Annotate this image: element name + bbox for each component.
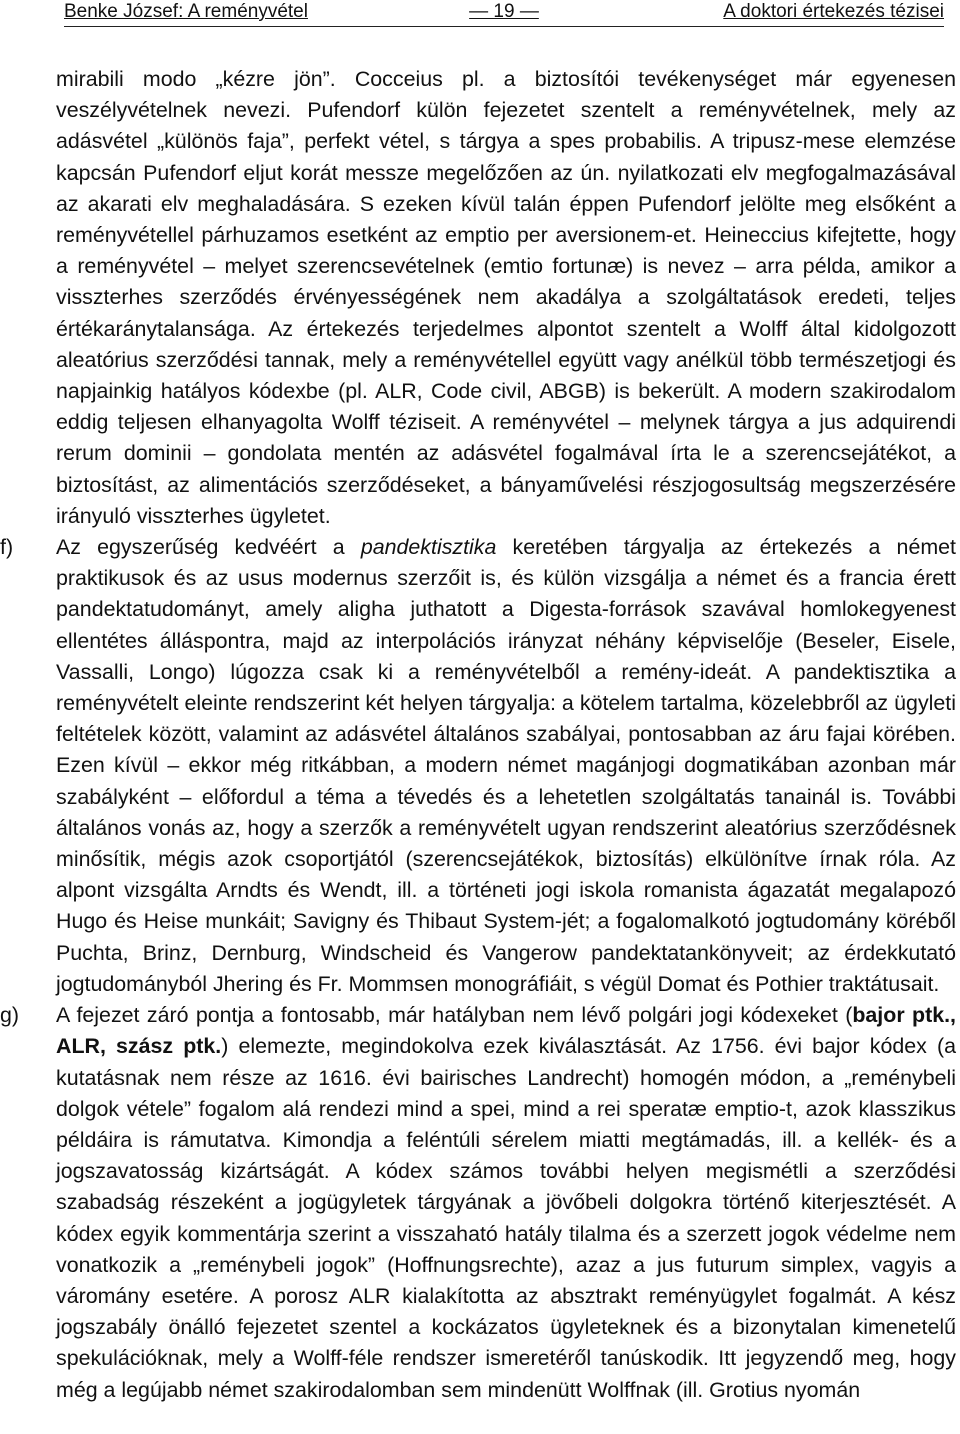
header-author-title: Benke József: A reményvétel [64,1,308,22]
paragraph-g-text-after: ) elemezte, megindokolva ezek kiválasztását. Az 1756. évi bajor kódex (a kutatásnak nem része az 1616. évi bairisches Landrecht) homogén módon, a „reménybeli dolgok vétele” fogalom alá rendezi mind a spei, mind a rei speratæ emptio-t, azok klasszikus példáira is rámutatva. Kimondja a feléntúli sérelem miatti megtámadás, ill. a kellék- és a jogszavatosság kizártságát. A kódex számos további helyen megismétli a szerződési szabadság részeként a jogügyletek tárgyának a jövőbeli dolgokra történő kiterjesztését. A kódex egyik kommentárja szerint a visszaható hatály tilalma és a szerzett jogok védelme nem vonatkozik a „reménybeli jogok” (Hoffnungsrechte), azaz a jus futurum simplex, vagyis a váromány esetére. A porosz ALR kialakította az absztrakt reményügylet fogalmát. A kész jogszabály önálló fejezetet szentel a kockázatos ügyleteknek és a bizonytalan kimenetelű spekulációknak, mely a Wolff-féle rendszer ismeretéről tanúskodik. Itt jegyzendő meg, hogy még a legújabb német szakirodalomban sem mindenütt Wolffnak (ill. Grotius nyomán [56,1034,956,1402]
paragraph-e-continuation [0,64,960,532]
paragraph-f-text-after: keretében tárgyalja az értekezés a német praktikusok és az usus modernus szerzőit is, és külön vizsgálja a német és a francia érett pandektatudományt, amely aligha juthatott a Digesta-források szavával homlokegyenest ellentétes álláspontra, majd az interpolációs irányzat néhány képviselője (Beseler, Eisele, Vassalli, Longo) lúgozza csak ki a reményvételből a remény-ideát. A pandektisztika a reményvételt eleinte rendszerint két helyen tárgyalja: a kötelem tartalma, közelebbről az ügyleti feltételek között, valamint az adásvétel általános szabályai, pontosabban az áru fajai körében. Ezen kívül – ekkor még ritkábban, a modern német magánjogi dogmatikában azonban már szabályként – előfordul a téma a tévedés és a lehetetlen szolgáltatás tanainál is. További általános vonás az, hogy a szerzők a reményvételt ugyan rendszerint aleatórius szerződésnek minősítik, mégis azok csoportjától (szerencsejátékok, biztosítás) elkülönítve írnak róla. Az alpont vizsgálta Arndts és Wendt, ill. a történeti jogi iskola romanista ágazatát megalapozó Hugo és Heise munkáit; Savigny és Thibaut System-jét; a fogalomalkotó jogtudomány köréből Puchta, Brinz, Dernburg, Windscheid és Vangerow pandektatankönyveit; az érdekkutató jogtudományból Jhering és Fr. Mommsen monográfiáit, s végül Domat és Pothier traktátusait. [56,535,957,996]
paragraph-e-text: mirabili modo „kézre jön”. Cocceius pl. a biztosítói tevékenységet már egyenesen veszélyvételnek nevezi. Pufendorf külön fejezetet szentelt a reményvételnek, mely az adásvétel „különös faja”, perfekt vétel, s tárgya a spes probabilis. A tripusz-mese elemzése kapcsán Pufendorf eljut korát messze megelőzően az ún. nyilatkozati elv megfogalmazásával az akarati elv meghaladására. S ezeken kívül talán éppen Pufendorf jelölte meg elsőként a reményvétellel párhuzamos esetként az emptio per aversionem-et. Heineccius kifejtette, hogy a reményvétel – melyet szerencsevételnek (emtio fortunæ) is nevez – arra példa, amikor a visszterhes szerződés érvényességének nem akadálya a szolgáltatások eredeti, teljes értékaránytalansága. Az értekezés terjedelmes alpontot szentelt a Wolff által kidolgozott aleatórius szerződési tannak, mely a reményvétellel együtt vagy anélkül több természetjogi és napjainkig hatályos kódexbe (pl. ALR, Code civil, ABGB) is bekerült. A modern szakirodalom eddig teljesen elhanyagolta Wolff téziseit. A reményvétel – melynek tárgya a jus adquirendi rerum dominii – gondolata mentén az adásvétel fogalmával írta le a szerencsejátékot, a biztosítást, az alimentációs szerződéseket, a bányaművelési részjogosultság megszerzésére irányuló visszterhes ügyletet. [56,67,956,528]
body-text [0,64,960,1406]
paragraph-f-text-before: Az egyszerűség kedvéért a [56,535,361,560]
running-header [64,0,944,27]
paragraph-g-text-before: A fejezet záró pontja a fontosabb, már hatályban nem lévő polgári jogi kódexeket ( [56,1003,853,1028]
paragraph-g [0,1000,960,1406]
list-marker-g: g) [0,1003,20,1028]
paragraph-f [0,532,960,1000]
paragraph-g-bold-codes: bajor ptk., ALR, szász ptk. [56,1003,956,1059]
header-page-number-text: — 19 — [469,1,539,22]
header-document-title: A doktori értekezés tézisei [723,1,944,22]
paragraph-f-italic-term: pandektisztika [360,535,497,560]
list-marker-f: f) [0,535,14,560]
